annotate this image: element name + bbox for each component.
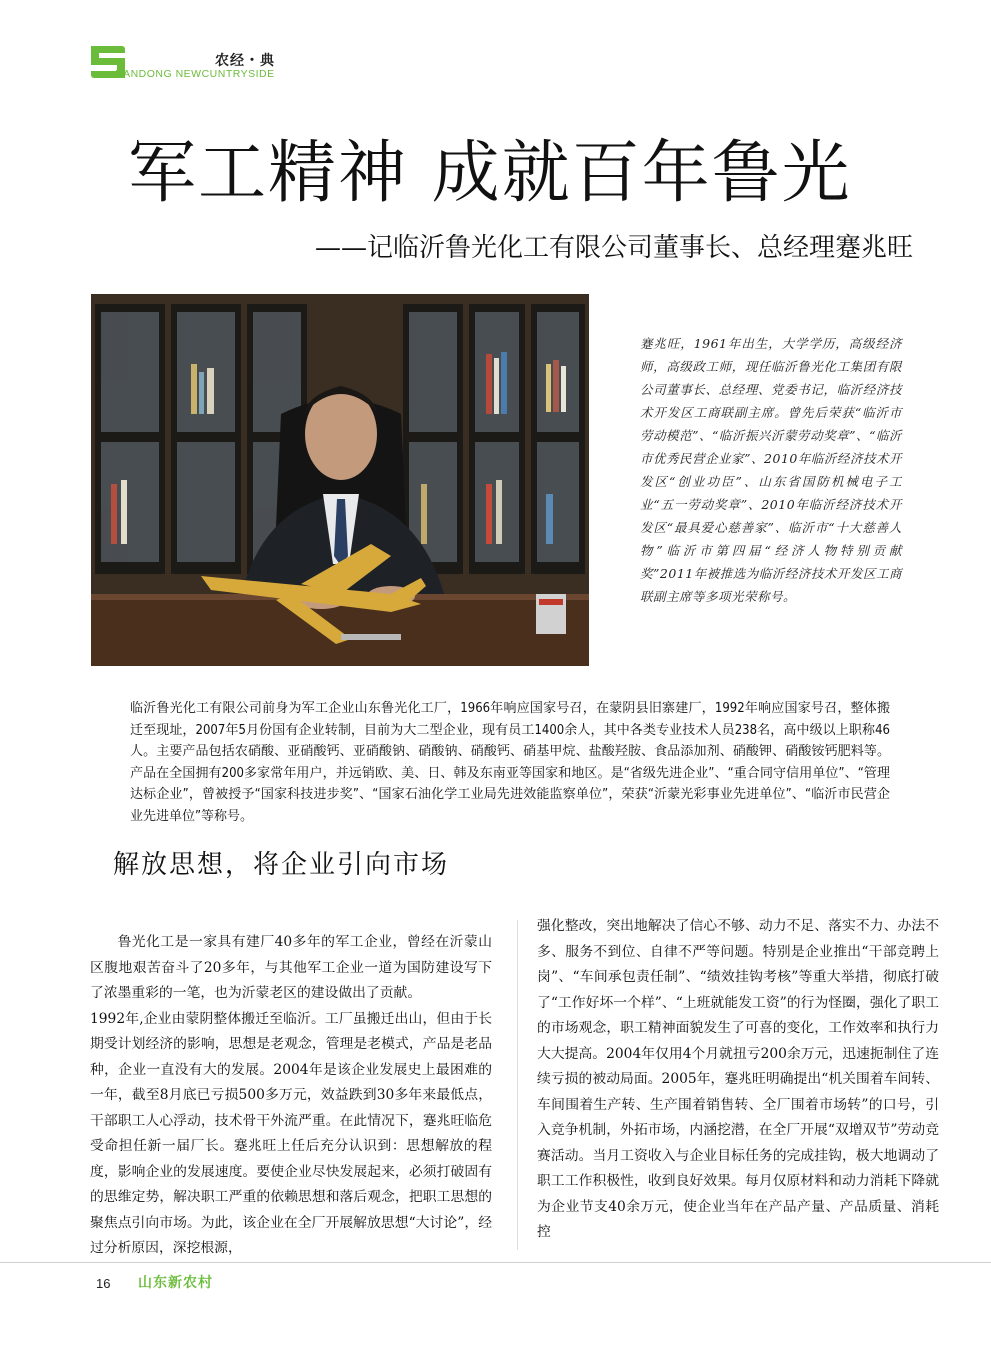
body-paragraph: 强化整改，突出地解决了信心不够、动力不足、落实不力、办法不多、服务不到位、自律不严等问题。特别是企业推出“干部竞聘上岗”、“车间承包责任制”、“绩效挂钩考核”等重大举措，彻底打破了“工作好坏一个样”、“上班就能发工资”的行为怪圈，强化了职工的市场观念，职工精神面貌发生了可喜的变化，工作效率和执行力大大提高。2004年仅用4个月就扭亏200余万元，迅速扼制住了连续亏损的被动局面。2005年，蹇兆旺明确提出“机关围着车间转、车间围着生产转、生产围着销售转、全厂围着市场转”的口号，引入竞争机制，外拓市场，内涵挖潜，在全厂开展“双增双节”劳动竞赛活动。当月工资收入与企业目标任务的完成挂钩，极大地调动了职工工作积极性，收到良好效果。每月仅原材料和动力消耗下降就为企业节支40余万元，使企业当年在产品产量、产品质量、消耗控 xyxy=(537,918,939,1240)
article-title: 军工精神 成就百年鲁光 xyxy=(128,134,852,213)
column-divider xyxy=(517,920,518,1250)
body-paragraph: 鲁光化工是一家具有建厂40多年的军工企业，曾经在沂蒙山区腹地艰苦奋斗了20多年，与其他军工企业一道为国防建设写下了浓墨重彩的一笔，也为沂蒙老区的建设做出了贡献。 xyxy=(90,934,492,1001)
portrait-photo xyxy=(91,294,589,666)
page-number: 16 xyxy=(96,1276,111,1291)
body-paragraph: 1992年,企业由蒙阴整体搬迁至临沂。工厂虽搬迁出山，但由于长期受计划经济的影响，思想是老观念，管理是老模式，产品是老品种，企业一直没有大的发展。2004年是该企业发展史上最困难的一年，截至8月底已亏损500多万元，效益跌到30多年来最低点，干部职工人心浮动，技术骨干外流严重。在此情况下，蹇兆旺临危受命担任新一届厂长。蹇兆旺上任后充分认识到：思想解放的程度，影响企业的发展速度。要使企业尽快发展起来，必须打破固有的思维定势，解决职工严重的依赖思想和落后观念，把职工思想的聚焦点引向市场。为此，该企业在全厂开展解放思想“大讨论”，经过分析原因，深挖根源， xyxy=(90,1010,492,1256)
body-column-left xyxy=(90,930,492,1262)
article-subtitle: ——记临沂鲁光化工有限公司董事长、总经理蹇兆旺 xyxy=(314,233,913,263)
section-heading: 解放思想，将企业引向市场 xyxy=(113,850,450,880)
company-intro-paragraph: 临沂鲁光化工有限公司前身为军工企业山东鲁光化工厂，1966年响应国家号召，在蒙阴县旧寨建厂，1992年响应国家号召，整体搬迁至现址，2007年5月份国有企业转制，目前为大二型企业，现有员工1400余人，其中各类专业技术人员238名，高中级以上职称46人。主要产品包括农硝酸、亚硝酸钙、亚硝酸钠、硝酸钠、硝酸钙、硝基甲烷、盐酸羟胺、食品添加剂、硝酸钾、硝酸铵钙肥料等。产品在全国拥有200多家常年用户，并远销欧、美、日、韩及东南亚等国家和地区。是“省级先进企业”、“重合同守信用单位”、“管理达标企业”，曾被授予“国家科技进步奖”、“国家石油化学工业局先进效能监察单位”，荣获“沂蒙光彩事业先进单位”、“临沂市民营企业先进单位”等称号。 xyxy=(130,701,890,824)
magazine-name: 山东新农村 xyxy=(138,1275,213,1291)
bio-paragraph: 蹇兆旺，1961年出生，大学学历，高级经济师，高级政工师，现任临沂鲁光化工集团有限公司董事长、总经理、党委书记，临沂经济技术开发区工商联副主席。曾先后荣获“临沂市劳动模范”、“临沂振兴沂蒙劳动奖章”、“临沂市优秀民营企业家”、2010年临沂经济技术开发区“创业功臣”、山东省国防机械电子工业“五一劳动奖章”、2010年临沂经济技术开发区“最具爱心慈善家”、临沂市“十大慈善人物”临沂市第四届“经济人物特别贡献奖”2011年被推选为临沂经济技术开发区工商联副主席等多项光荣称号。 xyxy=(640,336,902,604)
logo-column-name: 农经・典 xyxy=(215,53,275,69)
office-portrait-image xyxy=(91,294,589,666)
logo-english-name: HANDONG NEWCUNTRYSIDE xyxy=(115,68,275,80)
magazine-logo xyxy=(91,44,291,86)
body-column-right xyxy=(537,914,939,1246)
footer-rule xyxy=(0,1262,991,1263)
